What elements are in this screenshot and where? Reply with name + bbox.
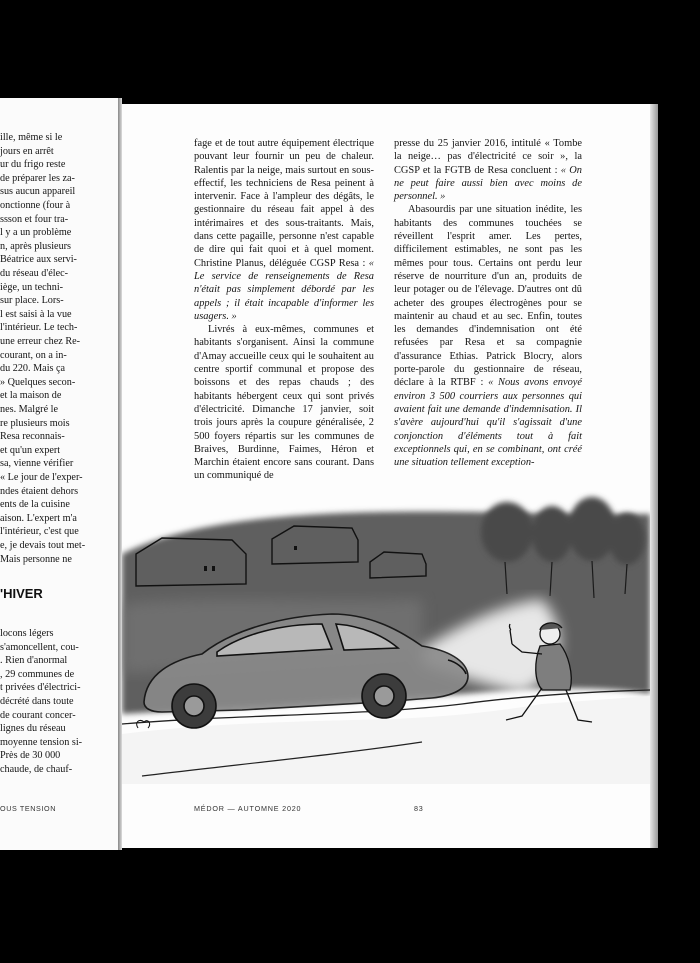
left-page-line: l est saisi à la vue bbox=[0, 308, 72, 320]
page-number: 83 bbox=[414, 804, 424, 813]
left-page-line: aison. L'expert m'a bbox=[0, 512, 77, 524]
left-page-line: ssson et four tra- bbox=[0, 213, 69, 225]
left-page-line: Près de 30 000 bbox=[0, 750, 61, 762]
illustration-car-in-snow bbox=[122, 484, 650, 784]
trees bbox=[481, 497, 645, 565]
left-page-line: et qu'un expert bbox=[0, 444, 61, 456]
left-page-line: locons légers bbox=[0, 628, 54, 639]
left-page-line: sa, vienne vérifier bbox=[0, 458, 74, 470]
left-page-line: ur du frigo reste bbox=[0, 159, 66, 171]
left-page-line: s'amoncellent, cou- bbox=[0, 641, 79, 653]
left-page-line: ndes étaient dehors bbox=[0, 485, 79, 497]
quote: « On ne peut faire aussi bien avec moins de personnel. » bbox=[394, 164, 582, 203]
left-page-line: . Rien d'anormal bbox=[0, 655, 68, 667]
left-page-line: e, je devais tout met- bbox=[0, 540, 86, 551]
left-page-line: jours en arrêt bbox=[0, 145, 54, 157]
left-page-line: et la maison de bbox=[0, 390, 62, 402]
left-page-line: t privées d'électrici- bbox=[0, 682, 81, 694]
left-page-line: du 220. Mais ça bbox=[0, 363, 66, 375]
left-page-line: l y a un problème bbox=[0, 227, 72, 239]
left-page-line: l'intérieur. Le tech- bbox=[0, 322, 78, 334]
paragraph: Livrés à eux-mêmes, communes et habitants s'organisent. Ainsi la commune d'Amay accueille ceux qui le souhaitent au centre sportif communal et propose des boissons et des repas chauds ; des habitants hébergent ceux qui sont privés d'électricité. Dimanche 17 janvier, soit trois jours après la coupure généralisée, 2 500 foyers répartis sur les communes de Braives, Burdinne, Faimes, Héron et Marchin étaient encore sans courant. Dans un communiqué de bbox=[194, 324, 374, 482]
quote: « Nous avons envoyé environ 3 500 courriers aux personnes qui avaient fait une demande d'indemnisation. Il s'avère aujourd'hui qu'il s'agissait d'une conjonction d'éléments tout à fait exceptionnels qui, en se combinant, ont créé une situation tellement exception- bbox=[394, 377, 582, 469]
left-page-line: iège, un techni- bbox=[0, 281, 64, 293]
left-page-line: nes. Malgré le bbox=[0, 404, 58, 415]
page-edge bbox=[650, 104, 658, 848]
text-column-2 bbox=[394, 137, 582, 469]
footer-magazine: MÉDOR — AUTOMNE 2020 bbox=[194, 804, 302, 813]
left-page-line: Béatrice aux servi- bbox=[0, 254, 77, 266]
left-page-line: moyenne tension si- bbox=[0, 736, 83, 748]
paragraph: fage et de tout autre équipement électrique pouvant leur fournir un peu de chaleur. Ralentis par la neige, mais surtout en sous-effectif, les techniciens de Resa peinent à intervenir. Face à l'ampleur des dégâts, le gestionnaire du réseau fait appel à des intérimaires et des sous-traitants. Mais, dans cette pagaille, personne n'est capable de dire qui fait quoi et à quel moment. Christine Planus, déléguée CGSP Resa : « Le service de renseignements de Resa n'était pas simplement débordé par les appels ; il était incapable d'informer les usagers. » bbox=[194, 138, 374, 322]
left-page-line: ille, même si le bbox=[0, 132, 63, 143]
left-page-line: onctionne (four à bbox=[0, 200, 71, 211]
paragraph: presse du 25 janvier 2016, intitulé « Tombe la neige… pas d'électricité ce soir », la CGSP et la FGTB de Resa concluent : « On ne peut faire aussi bien avec moins de personnel. » bbox=[394, 138, 582, 203]
left-page-line: de courant concer- bbox=[0, 709, 76, 721]
left-page-footer: OUS TENSION bbox=[0, 804, 56, 813]
left-page-line: ents de la cuisine bbox=[0, 499, 70, 511]
right-page bbox=[122, 104, 650, 848]
left-page-line: sus aucun appareil bbox=[0, 186, 76, 198]
text-column-1 bbox=[194, 137, 374, 483]
left-page-line: chaude, de chauf- bbox=[0, 764, 73, 775]
left-page-line: , 29 communes de bbox=[0, 668, 75, 680]
left-page-line: n, après plusieurs bbox=[0, 240, 72, 252]
left-page-line: re plusieurs mois bbox=[0, 417, 70, 429]
left-page-line: une erreur chez Re- bbox=[0, 336, 81, 347]
left-page-section-heading: 'HIVER bbox=[0, 586, 43, 601]
left-page-line: courant, on a in- bbox=[0, 349, 67, 361]
left-page-line: Resa reconnais- bbox=[0, 431, 65, 443]
paragraph: Abasourdis par une situation inédite, les habitants des communes touchées se réveillent l'esprit amer. Les pertes, difficilement estimables, ne sont pas les mêmes pour tous. Certains ont perdu leur réserve de nourriture d'un an, produits de leur potager ou de l'élevage. D'autres ont dû acheter des groupes électrogènes pour se maintenir au chaud et au sec. Enfin, toutes les demandes d'indemnisation ont été refusées par Resa et sa compagnie d'assurance Ethias. Patrick Blocry, alors porte-parole du gestionnaire de réseau, déclare à la RTBF : « Nous avons envoyé environ 3 500 courriers aux personnes qui avaient fait une demande d'indemnisation. Il s'avère aujourd'hui qu'il s'agissait d'une conjonction d'éléments tout à fait exceptionnels qui, en se combinant, ont créé une situation tellement exception- bbox=[394, 204, 582, 469]
left-page-line: du réseau d'élec- bbox=[0, 268, 69, 279]
left-page-line: Mais personne ne bbox=[0, 553, 72, 565]
left-page-line: décrété dans toute bbox=[0, 696, 74, 707]
left-page-line: sur place. Lors- bbox=[0, 295, 64, 307]
left-page-line: « Le jour de l'exper- bbox=[0, 472, 83, 483]
quote: « Le service de renseignements de Resa n'était pas simplement débordé par les appels ; il était incapable d'informer les usagers. » bbox=[194, 257, 374, 322]
left-page-line: lignes du réseau bbox=[0, 723, 66, 735]
left-page-line: de préparer les za- bbox=[0, 172, 75, 184]
left-page-line: l'intérieur, c'est que bbox=[0, 526, 79, 538]
left-page-line: » Quelques secon- bbox=[0, 376, 76, 388]
left-page bbox=[0, 98, 118, 850]
